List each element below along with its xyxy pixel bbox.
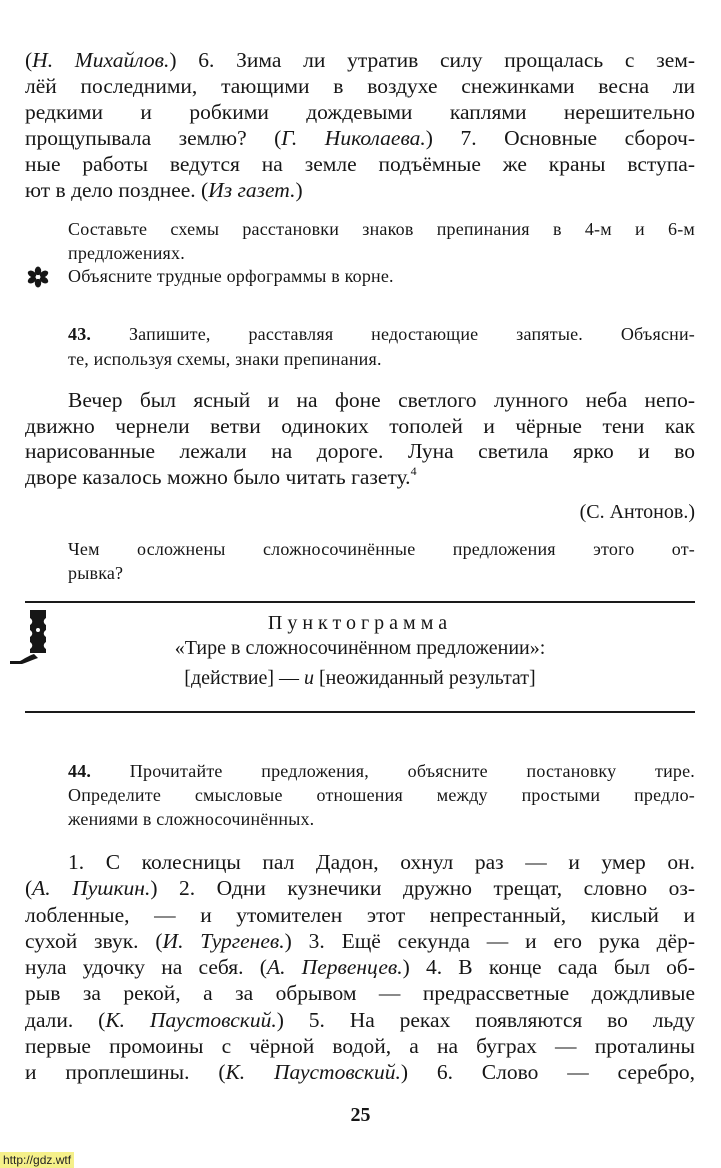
p44-line: [25, 980, 695, 1006]
p44-line: [25, 875, 695, 901]
p44-line: [25, 954, 695, 980]
text-run: ) 6. Зима ли утратив силу прощалась с зем-: [169, 48, 695, 72]
text-run: редкими и робкими дождевыми каплями нерешительно: [25, 100, 695, 124]
text-run: ) 2. Одни кузнечики дружно трещат, словно оз-: [150, 876, 696, 901]
citation-author: А. Первенцев.: [266, 955, 403, 979]
p44-line: [25, 1059, 695, 1085]
q43-line: [68, 323, 695, 346]
p44-line: [25, 1007, 695, 1033]
flower-icon: [27, 266, 49, 288]
p44-line: [25, 1033, 695, 1059]
q43b-line: [68, 538, 695, 561]
text-run: рывка?: [68, 562, 124, 583]
text-run: жениями в сложносочинённых.: [68, 809, 315, 829]
text-run: сухой звук. (: [25, 928, 163, 953]
p1-line: [25, 47, 695, 73]
citation-author: А. Пушкин.: [32, 876, 151, 901]
q43-line: [68, 348, 695, 371]
text-run: 1. С колесницы пал Дадон, охнул раз — и умер он.: [68, 850, 695, 874]
text-run: Прочитайте предложения, объясните постановку тире.: [91, 761, 695, 781]
text-run: ) 4. В конце сада был об-: [402, 955, 695, 979]
p43-line: [25, 413, 695, 439]
text-run: (: [25, 876, 33, 901]
p1-line: [25, 125, 695, 151]
punctogram-scheme: [60, 665, 660, 691]
text-run: рыв за рекой, а за обрывом — предрассветные дождливые: [25, 981, 695, 1006]
q44-line: [68, 808, 695, 831]
text-run: предложениях.: [68, 242, 185, 263]
text-run: Вечер был ясный и на фоне светлого лунного неба непо-: [68, 388, 695, 412]
text-run: лобленные, — и утомителен этот непрестанный, кислый и: [25, 902, 695, 927]
page-number: 25: [350, 1104, 371, 1126]
citation-author: К. Паустовский.: [105, 1007, 277, 1032]
text-run: ные работы ведутся на земле подъёмные же краны вступа-: [25, 152, 695, 176]
text-run: Определите смысловые отношения между простыми предло-: [68, 785, 695, 805]
citation-author: Н. Михайлов.: [32, 48, 170, 72]
scheme-action: [действие] —: [184, 667, 305, 689]
text-run: (: [25, 48, 33, 72]
divider-top: [25, 601, 695, 603]
p43-line: [25, 438, 695, 464]
p1-line: [25, 99, 695, 125]
text-run: первые промоины с чёрной водой, а на буграх — проталины: [25, 1033, 695, 1058]
p44-line: [25, 928, 695, 954]
divider-bottom: [25, 711, 695, 713]
citation-author: И. Тургенев.: [162, 928, 285, 953]
exercise-number: 44.: [68, 761, 92, 781]
q44-line: [68, 760, 695, 783]
p43-line: [68, 387, 695, 413]
citation-author: К. Паустовский.: [225, 1060, 401, 1084]
p1-line: [25, 151, 695, 177]
text-run: ): [295, 178, 303, 202]
text-run: и проплешины. (: [25, 1060, 226, 1084]
p1-line: [25, 73, 695, 99]
text-run: нула удочку на себя. (: [25, 955, 267, 979]
exercise-number: 43.: [68, 324, 92, 344]
text-run: Объясните трудные орфограммы в корне.: [68, 266, 394, 286]
text-run: ) 5. На реках появляются во льду: [276, 1007, 695, 1032]
text-run: нарисованные лежали на дороге. Луна светила ярко и во: [25, 439, 695, 464]
text-run: ют в дело позднее. (: [25, 178, 209, 202]
footer-watermark: http://gdz.wtf: [0, 1152, 74, 1168]
p1-line: [25, 177, 695, 203]
text-run: движно чернели ветви одиноких тополей и чёрные тени как: [25, 413, 695, 438]
text-run: ) 7. Основные сбороч-: [425, 126, 695, 150]
punctogram-title: Пунктограмма: [267, 612, 453, 634]
p44-line: [68, 849, 695, 875]
task-line: [68, 265, 695, 288]
scheme-result: [неожиданный результат]: [314, 667, 536, 689]
q44-line: [68, 784, 695, 807]
scheme-conjunction: и: [304, 667, 315, 689]
text-run: дали. (: [25, 1007, 106, 1032]
footnote-mark: 4: [410, 464, 417, 479]
text-run: ) 3. Ещё секунда — и его рука дёр-: [284, 928, 695, 953]
text-run: Составьте схемы расстановки знаков препинания в 4-м и 6-м: [68, 219, 695, 239]
text-run: прощупывала землю? (: [25, 126, 282, 150]
text-run: Запишите, расставляя недостающие запятые. Объясни-: [91, 324, 695, 344]
task-line: [68, 242, 695, 265]
p44-line: [25, 902, 695, 928]
punctogram-subtitle: «Тире в сложносочинённом предложении»:: [174, 637, 546, 659]
pen-nib-icon: [8, 608, 54, 666]
text-run: те, используя схемы, знаки препинания.: [68, 348, 382, 369]
source-attribution: (С. Антонов.): [579, 501, 695, 523]
task-line: [68, 218, 695, 241]
text-run: ) 6. Слово — серебро,: [400, 1060, 695, 1084]
q43b-line: [68, 562, 695, 585]
text-run: Чем осложнены сложносочинённые предложения этого от-: [68, 539, 695, 559]
text-run: лёй последними, тающими в воздухе снежинками весна ли: [25, 74, 695, 98]
citation-author: Из газет.: [208, 178, 296, 202]
text-run: дворе казалось можно было читать газету.: [25, 465, 411, 490]
citation-author: Г. Николаева.: [281, 126, 426, 150]
p43-line: [25, 464, 695, 490]
